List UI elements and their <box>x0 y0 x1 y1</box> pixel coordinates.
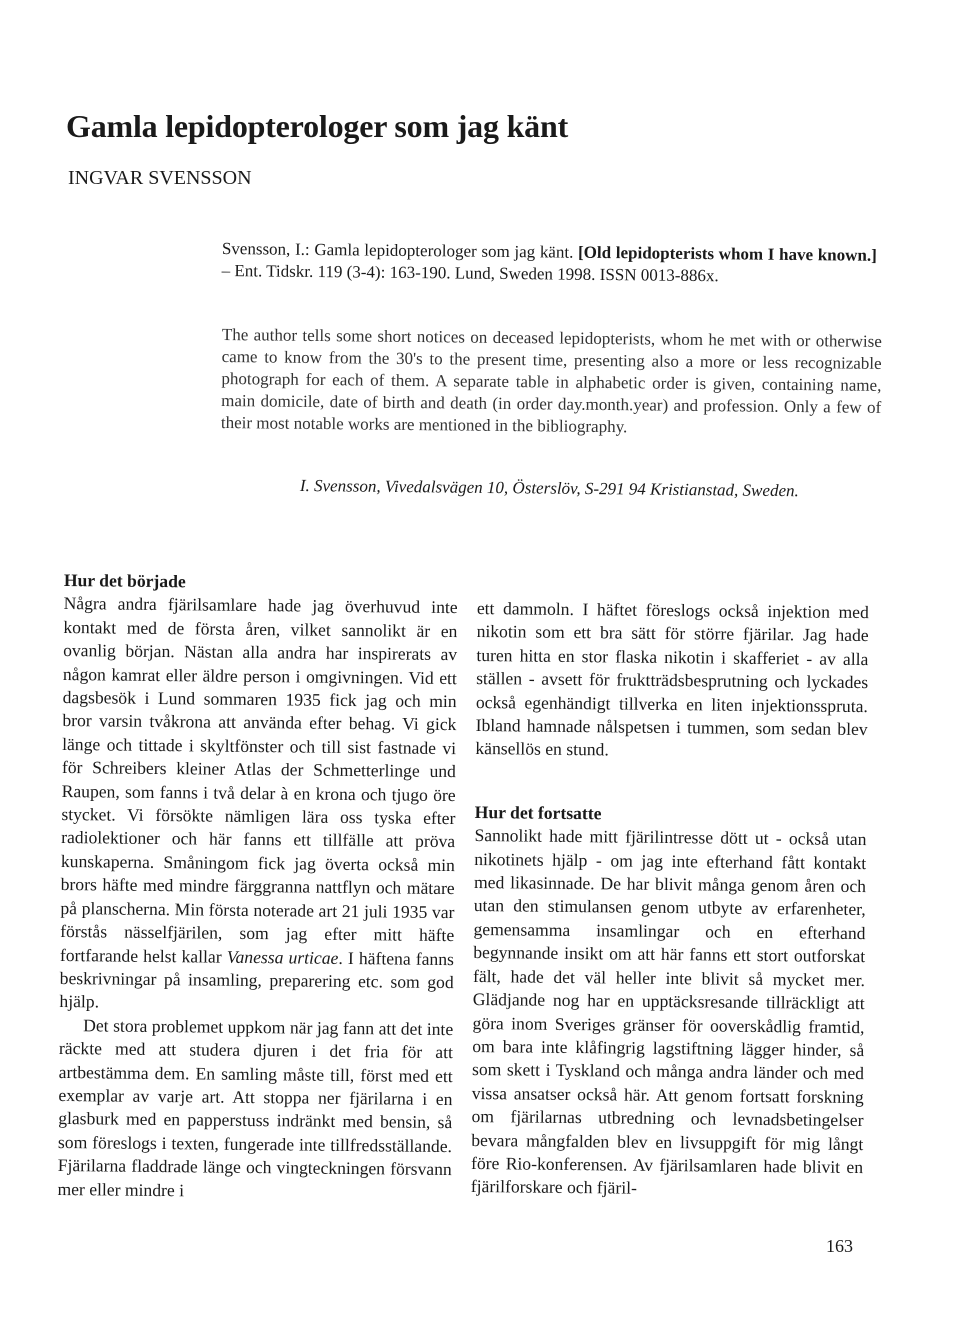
left-column <box>57 569 458 1205</box>
page-number: 163 <box>826 1236 853 1256</box>
paragraph: ett dammoln. I häftet föreslogs också injektion med nikotin som ett bra sätt för större fjärilar. Jag hade turen hitta en stor flaska nikotin i skafferiet - av alla ställen - avsett för fruktträdsbesprutning och lyckades också egenhändigt tillverka en liten injektionsspruta. Ibland hamnade nålspetsen i tummen, som sedan blev känsellös en stund. <box>475 597 869 760</box>
section-heading-hur-det-borjade: Hur det började <box>63 569 186 592</box>
paragraph: Sannolikt hade mitt fjärilintresse dött ut - också utan nikotinets hjälp - om jag inte efterhand fått kontakt med likasinnade. De har blivit många genom åren och utan den stimulansen genom utbyte av erfarenheter, gemensamma insamlingar och en efterhand begynnande insikt om att här fanns ett stort outforskat fält, hade det väl heller inte blivit så mycket mer. Glädjande nog har en upptäcksresande tillräckligt att göra inom Sveriges gränser för ooverskådlig framtid, om bara inte klåfingrig lagstiftning lägger hinder, så som skett i Tyskland och många andra länder och med vissa ansatser också här. Att genom fortsatt forskning om fjärilarnas utbredning och levnadsbetingelser bevara mångfalden blev en livsuppgift för mig långt före Rio-konferensen. Av fjärilsamlaren hade blivit en fjärilforskare och fjäril- <box>470 825 867 1199</box>
author-address: I. Svensson, Vivedalsvägen 10, Österslöv, S-291 94 Kristianstad, Sweden. <box>299 476 799 501</box>
section-heading-hur-det-fortsatte: Hur det fortsatte <box>474 801 602 824</box>
section-spacer <box>475 761 867 805</box>
paragraph-text: . I häftena fanns beskrivningar på insamling, preparering etc. som god hjälp. <box>59 947 455 1012</box>
citation-text: Svensson, I.: Gamla lepidopterologer som jag känt. <box>221 238 579 262</box>
abstract: The author tells some short notices on deceased lepidopterists, whom he met with or otherwise came to know from the 30's to the present time, presenting also a more or less recognizable photograph for each of them. A separate table in alphabetic order is given, containing name, main domicile, date of birth and death (in order day.month.year) and profession. Only a few of their most notable works are mentioned in the bibliography. <box>220 324 882 437</box>
citation <box>222 238 877 289</box>
article-title: Gamla lepidopterologer som jag känt <box>66 108 569 144</box>
paragraph: Det stora problemet uppkom när jag fann att det inte räckte med att studera djuren i det fria för att artbestämma dem. En samling måste till, först med ett exemplar av varje art. Att stoppa ner fjärilarna i en glasburk med en papperstuss indränkt med bensin, så som föreslogs i texten, fungerade inte tillfredsställande. Fjärilarna fladdrade länge och vingteckningen försvann mer eller mindre i <box>57 1014 454 1200</box>
citation-english-title: [Old lepidopterists whom I have known.] <box>577 242 877 265</box>
paragraph-text: Några andra fjärilsamlare hade jag överhuvud inte kontakt med de första åren, vilket sannolikt är en ovanlig början. Nästan alla andra har inspirerats av någon kamrat eller äldre person i omgivningen. Vid ett dagsbesök i Lund sommaren 1935 fick jag och min bror varsin tvåkrona att använda efter behag. Vi gick länge och tittade i skyltfönster och till sist fastnade vi för Schreibers kleiner Atlas der Schmetterlinge und Raupen, som fanns i två delar à en krona och tjugo öre stycket. Vi försökte nämligen lära oss tyska efter radiolektioner och här fanns ett tillfälle att pröva kunskaperna. Småningom fick jag överta också min brors häfte med mindre färggranna nattflyn och mätare på planscherna. Min första noterade art 21 juli 1935 var förstås nässelfjärilen, som jag efter mitt häfte fortfarande helst kallar <box>59 593 458 967</box>
paragraph <box>59 592 457 1017</box>
article-author: INGVAR SVENSSON <box>68 167 252 189</box>
right-column <box>471 597 869 1203</box>
species-name: Vanessa urticae <box>226 946 339 968</box>
citation-source: – Ent. Tidskr. 119 (3-4): 163-190. Lund, Sweden 1998. ISSN 0013-886x. <box>221 260 719 286</box>
